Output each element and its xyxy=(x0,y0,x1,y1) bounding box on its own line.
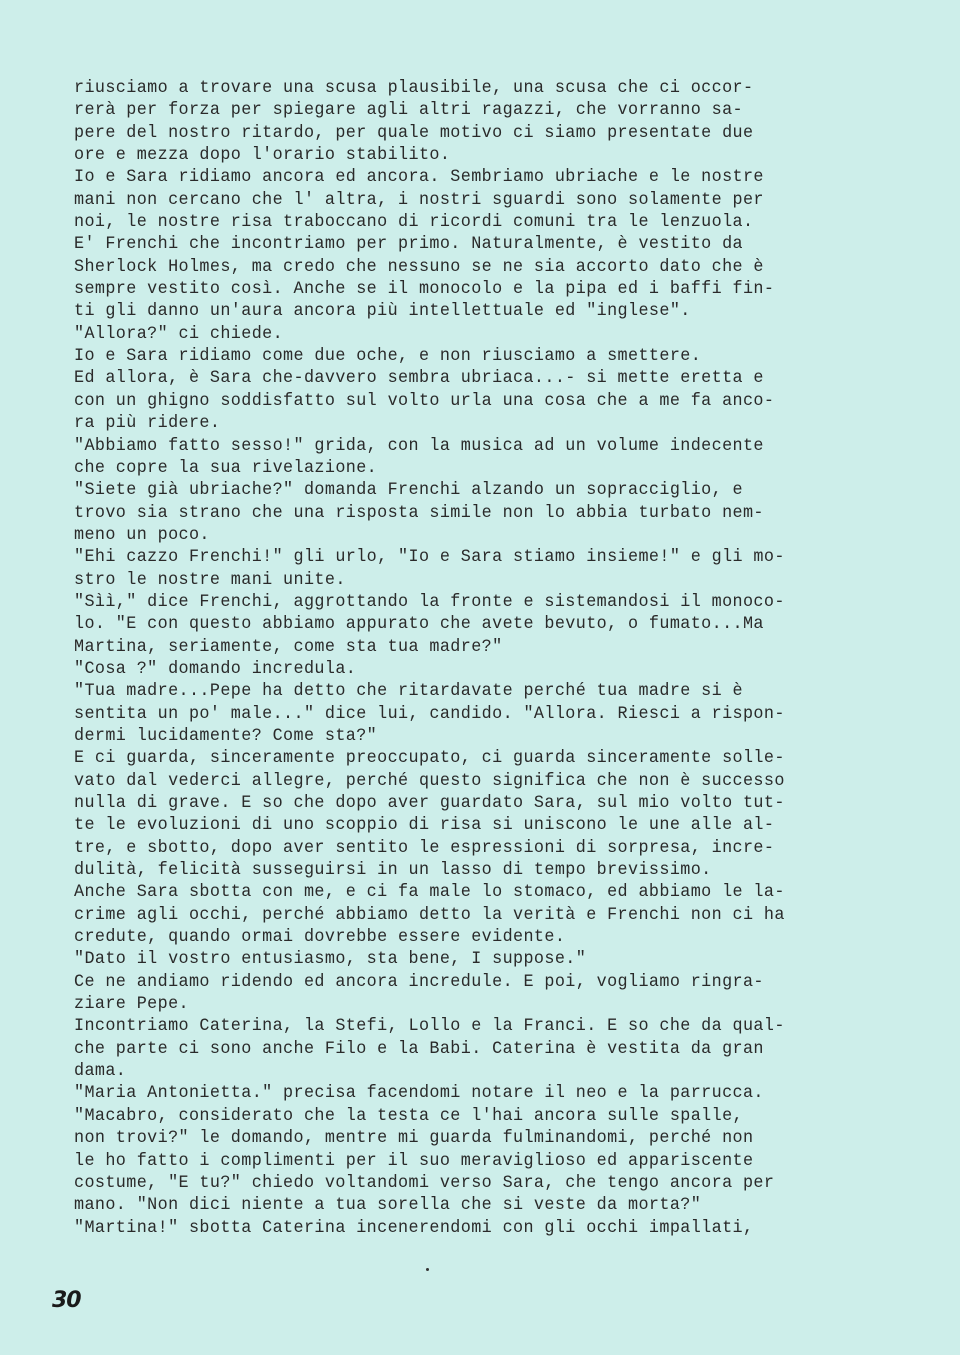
text-line: rerà per forza per spiegare agli altri ragazzi, che vorranno sa- xyxy=(74,101,743,121)
text-line: "Siete già ubriache?" domanda Frenchi alzando un sopracciglio, e xyxy=(74,481,743,501)
text-line: "Maria Antonietta." precisa facendomi notare il neo e la parrucca. xyxy=(74,1084,764,1104)
text-line: non trovi?" le domando, mentre mi guarda fulminandomi, perché non xyxy=(74,1129,754,1149)
text-line: Io e Sara ridiamo come due oche, e non riusciamo a smettere. xyxy=(74,347,702,367)
text-line: "Allora?" ci chiede. xyxy=(74,324,284,344)
text-line: Incontriamo Caterina, la Stefi, Lollo e la Franci. E so che da qual- xyxy=(74,1017,785,1037)
text-line: ore e mezza dopo l'orario stabilito. xyxy=(74,146,451,166)
text-line: vato dal vederci allegre, perché questo significa che non è successo xyxy=(74,771,785,791)
text-line: te le evoluzioni di uno scoppio di risa si uniscono le une alle al- xyxy=(74,816,775,836)
text-line: ra più ridere. xyxy=(74,414,221,434)
text-line: E ci guarda, sinceramente preoccupato, ci guarda sinceramente solle- xyxy=(74,749,785,769)
text-line: che parte ci sono anche Filo e la Babi. Caterina è vestita da gran xyxy=(74,1039,764,1059)
text-line: ziare Pepe. xyxy=(74,995,189,1015)
text-line: "Macabro, considerato che la testa ce l'hai ancora sulle spalle, xyxy=(74,1106,743,1126)
text-line: dama. xyxy=(74,1062,127,1082)
text-line: Sherlock Holmes, ma credo che nessuno se ne sia accorto dato che è xyxy=(74,257,764,277)
text-line: "Martina!" sbotta Caterina incenerendomi con gli occhi impallati, xyxy=(74,1218,754,1238)
text-line: Martina, seriamente, come sta tua madre?" xyxy=(74,637,503,657)
text-line: "Sìì," dice Frenchi, aggrottando la fronte e sistemandosi il monoco- xyxy=(74,592,785,612)
text-line: lo. "E con questo abbiamo appurato che avete bevuto, o fumato...Ma xyxy=(74,615,764,635)
text-line: crime agli occhi, perché abbiamo detto la verità e Frenchi non ci ha xyxy=(74,905,785,925)
text-line: trovo sia strano che una risposta simile non lo abbia turbato nem- xyxy=(74,503,764,523)
text-line: mani non cercano che l' altra, i nostri sguardi sono solamente per xyxy=(74,190,764,210)
text-line: "Tua madre...Pepe ha detto che ritardavate perché tua madre si è xyxy=(74,682,743,702)
text-line: credute, quando ormai dovrebbe essere evidente. xyxy=(74,928,566,948)
text-line: Io e Sara ridiamo ancora ed ancora. Sembriamo ubriache e le nostre xyxy=(74,168,764,188)
text-line: noi, le nostre risa traboccano di ricordi comuni tra le lenzuola. xyxy=(74,213,754,233)
text-line: che copre la sua rivelazione. xyxy=(74,458,378,478)
text-line: pere del nostro ritardo, per quale motivo ci siamo presentate due xyxy=(74,123,754,143)
page-number: 30 xyxy=(52,1288,81,1313)
text-line: meno un poco. xyxy=(74,525,210,545)
text-line: "Abbiamo fatto sesso!" grida, con la musica ad un volume indecente xyxy=(74,436,764,456)
text-line: sempre vestito così. Anche se il monocolo e la pipa ed i baffi fin- xyxy=(74,280,775,300)
text-line: stro le nostre mani unite. xyxy=(74,570,346,590)
text-line: E' Frenchi che incontriamo per primo. Naturalmente, è vestito da xyxy=(74,235,743,255)
text-line: sentita un po' male..." dice lui, candido. "Allora. Riesci a rispon- xyxy=(74,704,785,724)
ink-speck xyxy=(426,1268,429,1271)
text-line: con un ghigno soddisfatto sul volto urla una cosa che a me fa anco- xyxy=(74,391,775,411)
text-line: le ho fatto i complimenti per il suo meraviglioso ed appariscente xyxy=(74,1151,754,1171)
text-line: costume, "E tu?" chiedo voltandomi verso Sara, che tengo ancora per xyxy=(74,1173,775,1193)
text-line: "Ehi cazzo Frenchi!" gli urlo, "Io e Sara stiamo insieme!" e gli mo- xyxy=(74,548,785,568)
text-line: "Cosa ?" domando incredula. xyxy=(74,659,357,679)
text-line: Ce ne andiamo ridendo ed ancora incredule. E poi, vogliamo ringra- xyxy=(74,972,764,992)
text-line: tre, e sbotto, dopo aver sentito le espressioni di sorpresa, incre- xyxy=(74,838,775,858)
text-line: riusciamo a trovare una scusa plausibile, una scusa che ci occor- xyxy=(74,79,754,98)
text-line: Anche Sara sbotta con me, e ci fa male lo stomaco, ed abbiamo le la- xyxy=(74,883,785,903)
body-text xyxy=(74,78,894,1240)
text-line: "Dato il vostro entusiasmo, sta bene, I suppose." xyxy=(74,950,587,970)
text-line: nulla di grave. E so che dopo aver guardato Sara, sul mio volto tut- xyxy=(74,794,785,813)
text-line: mano. "Non dici niente a tua sorella che si veste da morta?" xyxy=(74,1196,702,1216)
text-line: dermi lucidamente? Come sta?" xyxy=(74,726,378,746)
text-line: Ed allora, è Sara che-davvero sembra ubriaca...- si mette eretta e xyxy=(74,369,764,389)
text-line: ti gli danno un'aura ancora più intellettuale ed "inglese". xyxy=(74,302,691,322)
text-line: dulità, felicità susseguirsi in un lasso di tempo brevissimo. xyxy=(74,861,712,881)
